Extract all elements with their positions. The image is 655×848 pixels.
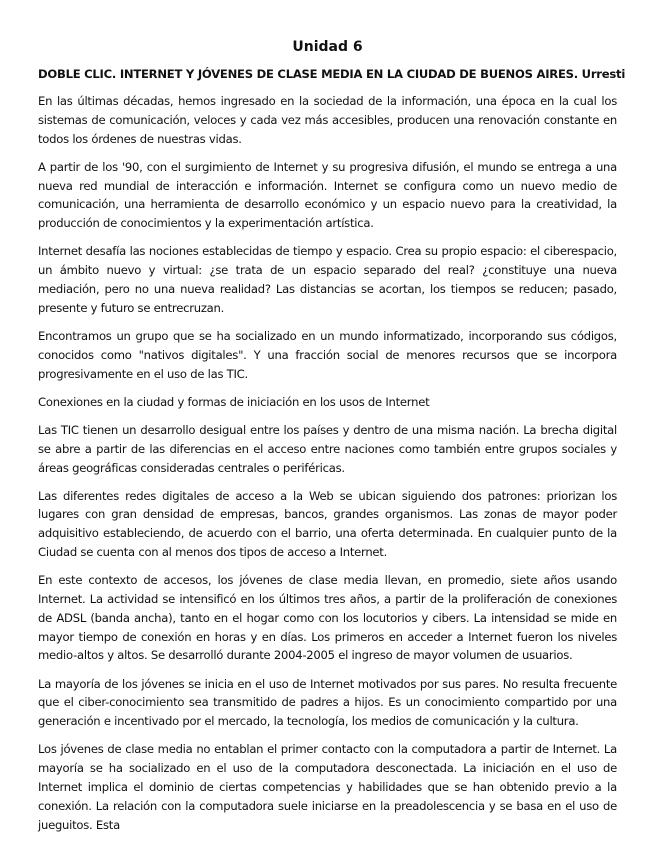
paragraph: En este contexto de accesos, los jóvenes de clase media llevan, en promedio, siete años usando Internet. La actividad se intensificó en los últimos tres años, a partir de la proliferación de conexiones de ADSL (banda ancha), tanto en el hogar como con los locutorios y cibers. La intensidad se mide en mayor tiempo de conexión en horas y en días. Los primeros en acceder a Internet fueron los niveles medio-altos y altos. Se desarrolló durante 2004-2005 el ingreso de mayor volumen de usuarios. [38,573,617,663]
paragraph: A partir de los '90, con el surgimiento de Internet y su progresiva difusión, el mundo se entrega a una nueva red mundial de interacción e información. Internet se configura como un nuevo medio de comunicación, una herramienta de desarrollo económico y un espacio nuevo para la creatividad, la producción de conocimientos y la experimentación artística. [38,159,617,231]
paragraph: Las TIC tienen un desarrollo desigual entre los países y dentro de una misma nación. La brecha digital se abre a partir de las diferencias en el acceso entre naciones como también entre grupos sociales y áreas geográficas consideradas centrales o periféricas. [38,422,617,475]
paragraph: Internet desafía las nociones establecidas de tiempo y espacio. Crea su propio espacio: el ciberespacio, un ámbito nuevo y virtual: ¿se trata de un espacio separado del real? ¿constituye una nueva mediación, pero no una nueva realidad? Las distancias se acortan, los tiempos se reducen; pasado, presente y futuro se entrecruzan. [38,244,617,315]
paragraph: En las últimas décadas, hemos ingresado en la sociedad de la información, una época en la cual los sistemas de comunicación, veloces y cada vez más accesibles, producen una renovación constante en todos los órdenes de nuestras vidas. [38,94,617,146]
document-page [38,38,626,844]
paragraph: La mayoría de los jóvenes se inicia en el uso de Internet motivados por sus pares. No resulta frecuente que el ciber-conocimiento sea transmitido de padres a hijos. Es un conocimiento compartido por una generación e incentivado por el mercado, la tecnología, los medios de comunicación y la cultura. [38,676,617,729]
article-subtitle: DOBLE CLIC. INTERNET Y JÓVENES DE CLASE MEDIA EN LA CIUDAD DE BUENOS AIRES. Urresti [38,67,626,81]
section-heading: Conexiones en la ciudad y formas de iniciación en los usos de Internet [38,394,430,409]
page-title: Unidad 6 [292,39,363,55]
paragraph: Los jóvenes de clase media no entablan el primer contacto con la computadora a partir de Internet. La mayoría se ha socializado en el uso de la computadora desconectada. La iniciación en el uso de Internet implica el dominio de ciertas competencias y habilidades que se han obtenido previo a la conexión. La relación con la computadora suele iniciarse en la preadolescencia y se basa en el uso de jueguitos. Esta [38,742,617,832]
paragraph: Encontramos un grupo que se ha socializado en un mundo informatizado, incorporando sus códigos, conocidos como "nativos digitales". Y una fracción social de menores recursos que se incorpora progresivamente en el uso de las TIC. [38,328,617,381]
paragraph: Las diferentes redes digitales de acceso a la Web se ubican siguiendo dos patrones: priorizan los lugares con gran densidad de empresas, bancos, grandes organismos. Las zonas de mayor poder adquisitivo estableciendo, de acuerdo con el barrio, una oferta determinada. En cualquier punto de la Ciudad se cuenta con al menos dos tipos de acceso a Internet. [38,488,617,560]
